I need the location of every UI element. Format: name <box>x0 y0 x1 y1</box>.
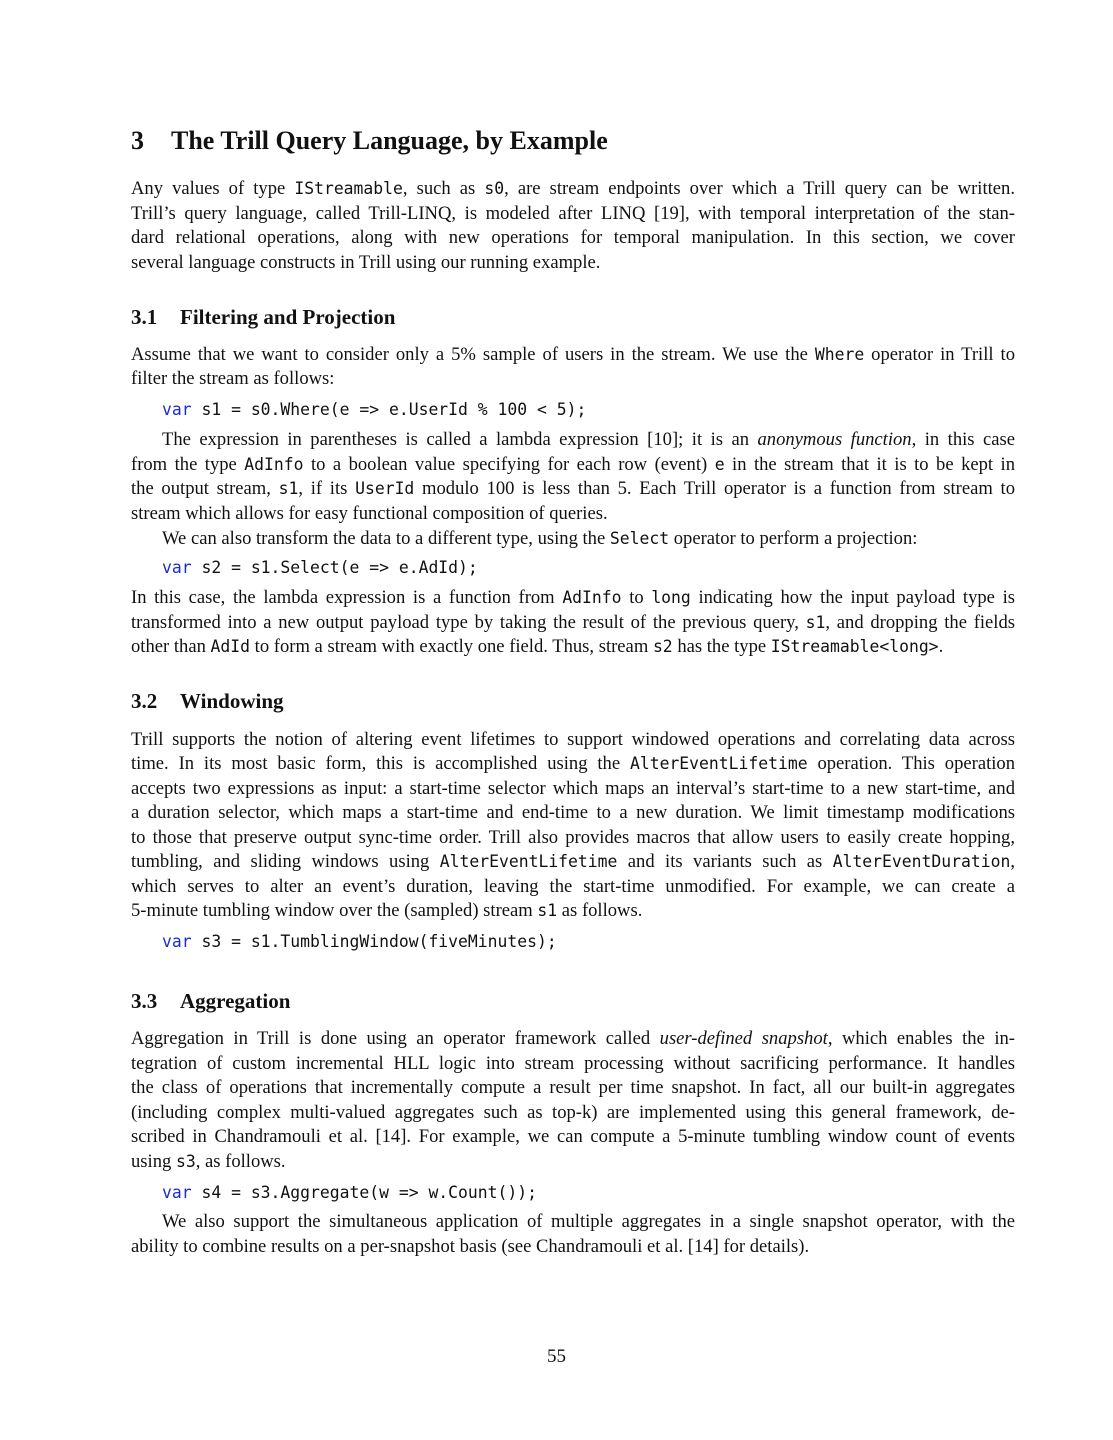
s32-p1-line-3: accepts two expressions as input: a start-time selector which maps an interval’s start-time to a new start-time, and <box>131 778 1015 799</box>
s33-p2-line-2: ability to combine results on a per-snapshot basis (see Chandramouli et al. [14] for details). <box>131 1236 810 1257</box>
s32-p1-line-7: which serves to alter an event’s duration, leaving the start-time unmodified. For example, we can create a <box>131 876 1015 897</box>
s31-p4-line-1: In this case, the lambda expression is a function from AdInfo to long indicating how the input payload type is <box>131 587 1015 608</box>
section-heading: 3 The Trill Query Language, by Example <box>131 126 608 155</box>
s32-p1-line-5: to those that preserve output sync-time order. Trill also provides macros that allow users to easily create hopping, <box>131 827 1015 848</box>
s32-p1-line-4: a duration selector, which maps a start-time and end-time to a new duration. We limit timestamp modifications <box>131 802 1015 823</box>
s33-p1-line-6: using s3, as follows. <box>131 1151 286 1172</box>
s31-p2-line-4: stream which allows for easy functional composition of queries. <box>131 503 608 524</box>
intro-line-2: Trill’s query language, called Trill-LINQ, is modeled after LINQ [19], with temporal interpretation of the stan- <box>131 203 1015 224</box>
intro-line-3: dard relational operations, along with new operations for temporal manipulation. In this section, we cover <box>131 227 1015 248</box>
s32-p1-line-2: time. In its most basic form, this is accomplished using the AlterEventLifetime operation. This operation <box>131 753 1015 774</box>
s31-p4-line-2: transformed into a new output payload type by taking the result of the previous query, s1, and dropping the fields <box>131 612 1015 633</box>
s33-p1-line-2: tegration of custom incremental HLL logic into stream processing without sacrificing performance. It handles <box>131 1053 1015 1074</box>
code-listing-s2: var s2 = s1.Select(e => e.AdId); <box>162 558 478 577</box>
s31-p2-line-3: the output stream, s1, if its UserId modulo 100 is less than 5. Each Trill operator is a function from stream to <box>131 478 1015 499</box>
code-listing-s1: var s1 = s0.Where(e => e.UserId % 100 < 5); <box>162 400 587 419</box>
intro-line-4: several language constructs in Trill using our running example. <box>131 252 601 273</box>
s31-p3-line-1: We can also transform the data to a different type, using the Select operator to perform a projection: <box>162 528 918 549</box>
s31-p1-line-2: filter the stream as follows: <box>131 368 335 389</box>
s32-p1-line-8: 5-minute tumbling window over the (sampled) stream s1 as follows. <box>131 900 643 921</box>
s33-p2-line-1: We also support the simultaneous application of multiple aggregates in a single snapshot operator, with the <box>162 1211 1015 1232</box>
intro-line-1: Any values of type IStreamable, such as s0, are stream endpoints over which a Trill query can be written. <box>131 178 1015 199</box>
page-number: 55 <box>547 1346 566 1367</box>
code-listing-s3: var s3 = s1.TumblingWindow(fiveMinutes); <box>162 932 557 951</box>
s32-p1-line-6: tumbling, and sliding windows using AlterEventLifetime and its variants such as AlterEventDuration, <box>131 851 1015 872</box>
subsection-heading-3-2: 3.2 Windowing <box>131 689 284 713</box>
s33-p1-line-5: scribed in Chandramouli et al. [14]. For example, we can compute a 5-minute tumbling window count of events <box>131 1126 1015 1147</box>
s31-p1-line-1: Assume that we want to consider only a 5% sample of users in the stream. We use the Where operator in Trill to <box>131 344 1015 365</box>
subsection-heading-3-1: 3.1 Filtering and Projection <box>131 305 396 329</box>
s31-p2-line-2: from the type AdInfo to a boolean value specifying for each row (event) e in the stream that it is to be kept in <box>131 454 1016 475</box>
s33-p1-line-3: the class of operations that incrementally compute a result per time snapshot. In fact, all our built-in aggregates <box>131 1077 1015 1098</box>
code-listing-s4: var s4 = s3.Aggregate(w => w.Count()); <box>162 1183 537 1202</box>
s33-p1-line-1: Aggregation in Trill is done using an operator framework called user-defined snapshot, which enables the in- <box>131 1028 1015 1049</box>
s31-p4-line-3: other than AdId to form a stream with exactly one field. Thus, stream s2 has the type IStreamable<long>. <box>131 636 944 657</box>
s32-p1-line-1: Trill supports the notion of altering event lifetimes to support windowed operations and correlating data across <box>131 729 1015 750</box>
subsection-heading-3-3: 3.3 Aggregation <box>131 989 291 1013</box>
s33-p1-line-4: (including complex multi-valued aggregates such as top-k) are implemented using this general framework, de- <box>131 1102 1015 1123</box>
s31-p2-line-1: The expression in parentheses is called a lambda expression [10]; it is an anonymous function, in this case <box>162 429 1015 450</box>
